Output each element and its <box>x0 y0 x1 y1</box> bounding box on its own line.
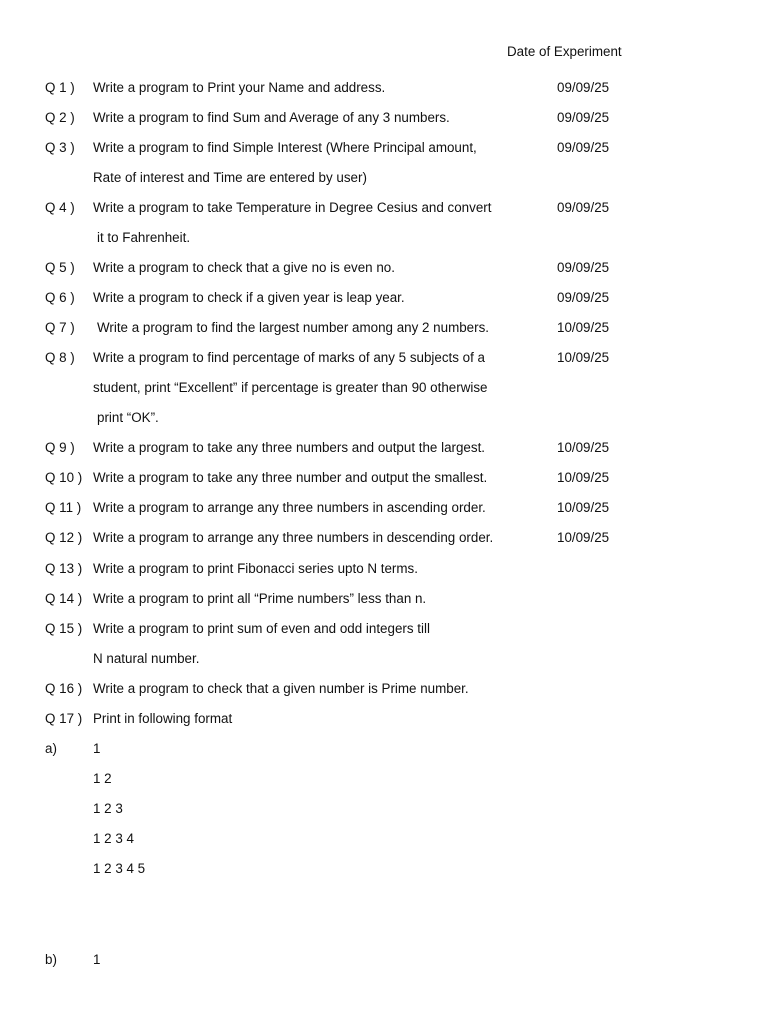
pattern-row-text: 1 2 <box>93 771 112 786</box>
pattern-label: b) <box>45 952 57 967</box>
pattern-b-row <box>0 950 768 970</box>
question-row-15 <box>0 619 768 639</box>
question-number: Q 5 ) <box>45 260 75 275</box>
question-text-continued: print “OK”. <box>97 410 159 425</box>
question-row-13 <box>0 559 768 579</box>
question-text: Write a program to print all “Prime numbers” less than n. <box>93 591 427 606</box>
question-text: Write a program to print Fibonacci series upto N terms. <box>93 561 418 576</box>
question-text: Write a program to find the largest number among any 2 numbers. <box>97 320 489 335</box>
pattern-label: a) <box>45 741 57 756</box>
question-number: Q 8 ) <box>45 350 75 365</box>
question-text: Write a program to arrange any three numbers in ascending order. <box>93 500 486 515</box>
question-number: Q 11 ) <box>45 500 82 515</box>
question-row-2 <box>0 108 768 128</box>
question-row-3 <box>0 138 768 158</box>
question-row-7 <box>0 318 768 338</box>
experiment-date: 10/09/25 <box>557 320 610 335</box>
question-text: Write a program to arrange any three numbers in descending order. <box>93 530 494 545</box>
question-number: Q 13 ) <box>45 561 83 576</box>
question-number: Q 1 ) <box>45 80 75 95</box>
question-number: Q 2 ) <box>45 110 75 125</box>
question-text: Write a program to take any three number and output the smallest. <box>93 470 488 485</box>
question-number: Q 3 ) <box>45 140 75 155</box>
question-text: Write a program to find Simple Interest (Where Principal amount, <box>93 140 477 155</box>
question-row-11 <box>0 498 768 518</box>
experiment-date: 09/09/25 <box>557 140 610 155</box>
pattern-row-text: 1 <box>93 741 101 756</box>
question-number: Q 4 ) <box>45 200 75 215</box>
pattern-row-text: 1 2 3 <box>93 801 123 816</box>
question-number: Q 17 ) <box>45 711 83 726</box>
question-number: Q 14 ) <box>45 591 83 606</box>
question-row-9 <box>0 438 768 458</box>
question-row-14 <box>0 589 768 609</box>
experiment-date: 09/09/25 <box>557 110 610 125</box>
pattern-a-row <box>0 739 768 759</box>
question-row-15-continued <box>0 649 768 669</box>
experiment-date: 09/09/25 <box>557 200 610 215</box>
question-text-continued: it to Fahrenheit. <box>97 230 191 245</box>
question-text-continued: student, print “Excellent” if percentage is greater than 90 otherwise <box>93 380 488 395</box>
experiment-date: 10/09/25 <box>557 530 610 545</box>
question-text: Print in following format <box>93 711 233 726</box>
question-number: Q 7 ) <box>45 320 75 335</box>
question-text-continued: N natural number. <box>93 651 200 666</box>
question-text: Write a program to take any three numbers and output the largest. <box>93 440 486 455</box>
experiment-date: 10/09/25 <box>557 470 610 485</box>
question-text: Write a program to Print your Name and address. <box>93 80 386 95</box>
question-text: Write a program to check that a give no is even no. <box>93 260 395 275</box>
question-number: Q 6 ) <box>45 290 75 305</box>
question-row-4 <box>0 198 768 218</box>
question-text: Write a program to check if a given year is leap year. <box>93 290 405 305</box>
question-row-8 <box>0 348 768 368</box>
question-number: Q 9 ) <box>45 440 75 455</box>
experiment-date: 09/09/25 <box>557 290 610 305</box>
question-row-6 <box>0 288 768 308</box>
question-row-12 <box>0 528 768 548</box>
question-number: Q 16 ) <box>45 681 83 696</box>
pattern-a-row <box>0 769 768 789</box>
pattern-a-row <box>0 859 768 879</box>
question-row-8-continued <box>0 408 768 428</box>
experiment-date: 10/09/25 <box>557 350 610 365</box>
experiment-date: 10/09/25 <box>557 440 610 455</box>
question-row-8-continued <box>0 378 768 398</box>
question-row-16 <box>0 679 768 699</box>
experiment-date: 10/09/25 <box>557 500 610 515</box>
question-text-continued: Rate of interest and Time are entered by user) <box>93 170 367 185</box>
question-number: Q 15 ) <box>45 621 83 636</box>
question-text: Write a program to check that a given number is Prime number. <box>93 681 469 696</box>
question-text: Write a program to print sum of even and odd integers till <box>93 621 430 636</box>
question-row-4-continued <box>0 228 768 248</box>
date-column-title: Date of Experiment <box>507 44 622 59</box>
question-text: Write a program to find Sum and Average of any 3 numbers. <box>93 110 450 125</box>
pattern-row-text: 1 2 3 4 <box>93 831 134 846</box>
question-row-10 <box>0 468 768 488</box>
question-number: Q 12 ) <box>45 530 83 545</box>
question-text: Write a program to take Temperature in Degree Cesius and convert <box>93 200 492 215</box>
question-row-17 <box>0 709 768 729</box>
pattern-a-row <box>0 799 768 819</box>
pattern-row-text: 1 2 3 4 5 <box>93 861 146 876</box>
pattern-row-text: 1 <box>93 952 101 967</box>
question-row-5 <box>0 258 768 278</box>
question-number: Q 10 ) <box>45 470 83 485</box>
question-row-3-continued <box>0 168 768 188</box>
question-row-1 <box>0 78 768 98</box>
pattern-a-row <box>0 829 768 849</box>
question-text: Write a program to find percentage of marks of any 5 subjects of a <box>93 350 485 365</box>
experiment-date: 09/09/25 <box>557 80 610 95</box>
experiment-date: 09/09/25 <box>557 260 610 275</box>
